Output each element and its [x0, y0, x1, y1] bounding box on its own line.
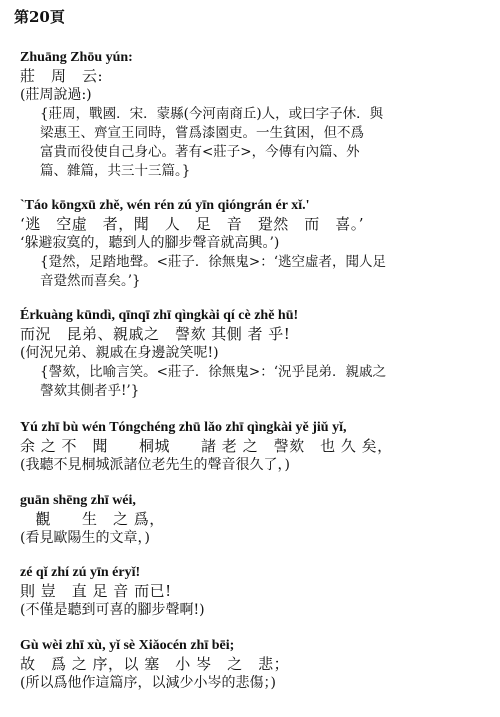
section-2: [20, 196, 490, 291]
pinyin-line: Yú zhī bù wén Tóngchéng zhū lǎo zhī qìngkài yě jiǔ yǐ,: [20, 420, 347, 435]
section-3: [20, 306, 490, 401]
annotation-note: [40, 363, 490, 401]
pinyin-line: guān shēng zhī wéi,: [20, 493, 136, 508]
chinese-line: 而況 昆弟、親戚之 謦欬 其側 者 乎!: [20, 325, 291, 343]
pinyin-line: zé qǐ zhí zú yīn éryǐ!: [20, 565, 141, 580]
pinyin-line: Érkuàng kūndì, qīnqī zhī qìngkài qí cè zhě hū!: [20, 308, 299, 323]
note-line: 篇、雜篇，共三十三篇。}: [40, 163, 191, 179]
note-line: {謦欬，比喻言笑。<莊子．徐無鬼>：‘況乎昆弟．親戚之: [40, 364, 387, 380]
translation-line: (看見歐陽生的文章，): [20, 530, 150, 546]
chinese-line: 故 爲 之 序，以 塞 小 岑 之 悲；: [20, 655, 290, 673]
chinese-line: ‘逃 空虛 者，聞 人 足 音 跫然 而 喜。’: [20, 215, 365, 233]
section-6: [20, 563, 490, 620]
section-5: [20, 491, 490, 548]
pinyin-line: `Táo kōngxū zhě, wén rén zú yīn qióngrán ér xǐ.': [20, 198, 310, 213]
pinyin-line: Gù wèi zhī xù, yǐ sè Xiǎocén zhī bēi;: [20, 638, 235, 653]
page-header: 第20頁: [14, 8, 65, 26]
chinese-line: 莊 周 云:: [20, 67, 104, 85]
section-4: [20, 418, 490, 475]
section-7: [20, 636, 490, 693]
chinese-line: 則 豈 直 足 音 而已!: [20, 582, 172, 600]
annotation-note: [40, 253, 490, 291]
translation-line: (不僅是聽到可喜的腳步聲啊!): [20, 602, 205, 618]
translation-line: (所以爲他作這篇序，以減少小岑的悲傷；): [20, 675, 276, 691]
note-line: {跫然，足踏地聲。<莊子．徐無鬼>：‘逃空虛者，聞人足: [40, 254, 387, 270]
note-line: 謦欬其側者乎!’}: [40, 383, 140, 399]
annotation-note: [40, 105, 490, 181]
pinyin-line: Zhuāng Zhōu yún:: [20, 50, 133, 65]
section-1: [20, 48, 490, 181]
translation-line: (莊周說過:): [20, 87, 92, 103]
translation-line: ‘躲避寂寞的，聽到人的腳步聲音就高興。’): [20, 235, 280, 251]
translation-line: (何況兄弟、親戚在身邊說笑呢!): [20, 345, 219, 361]
note-line: {莊周，戰國．宋．蒙縣(今河南商丘)人，或曰字子休．與: [40, 106, 384, 122]
chinese-line: 余 之 不 聞 桐城 諸 老 之 謦欬 也 久 矣，: [20, 437, 393, 455]
note-line: 梁惠王、齊宣王同時，嘗爲漆園吏。一生貧困，但不爲: [40, 125, 364, 141]
note-line: 富貴而役使自己身心。著有<莊子>，今傳有內篇、外: [40, 144, 360, 160]
translation-line: (我聽不見桐城派諸位老先生的聲音很久了，): [20, 457, 290, 473]
note-line: 音跫然而喜矣。’}: [40, 273, 141, 289]
chinese-line: 觀 生 之 爲，: [20, 510, 165, 528]
